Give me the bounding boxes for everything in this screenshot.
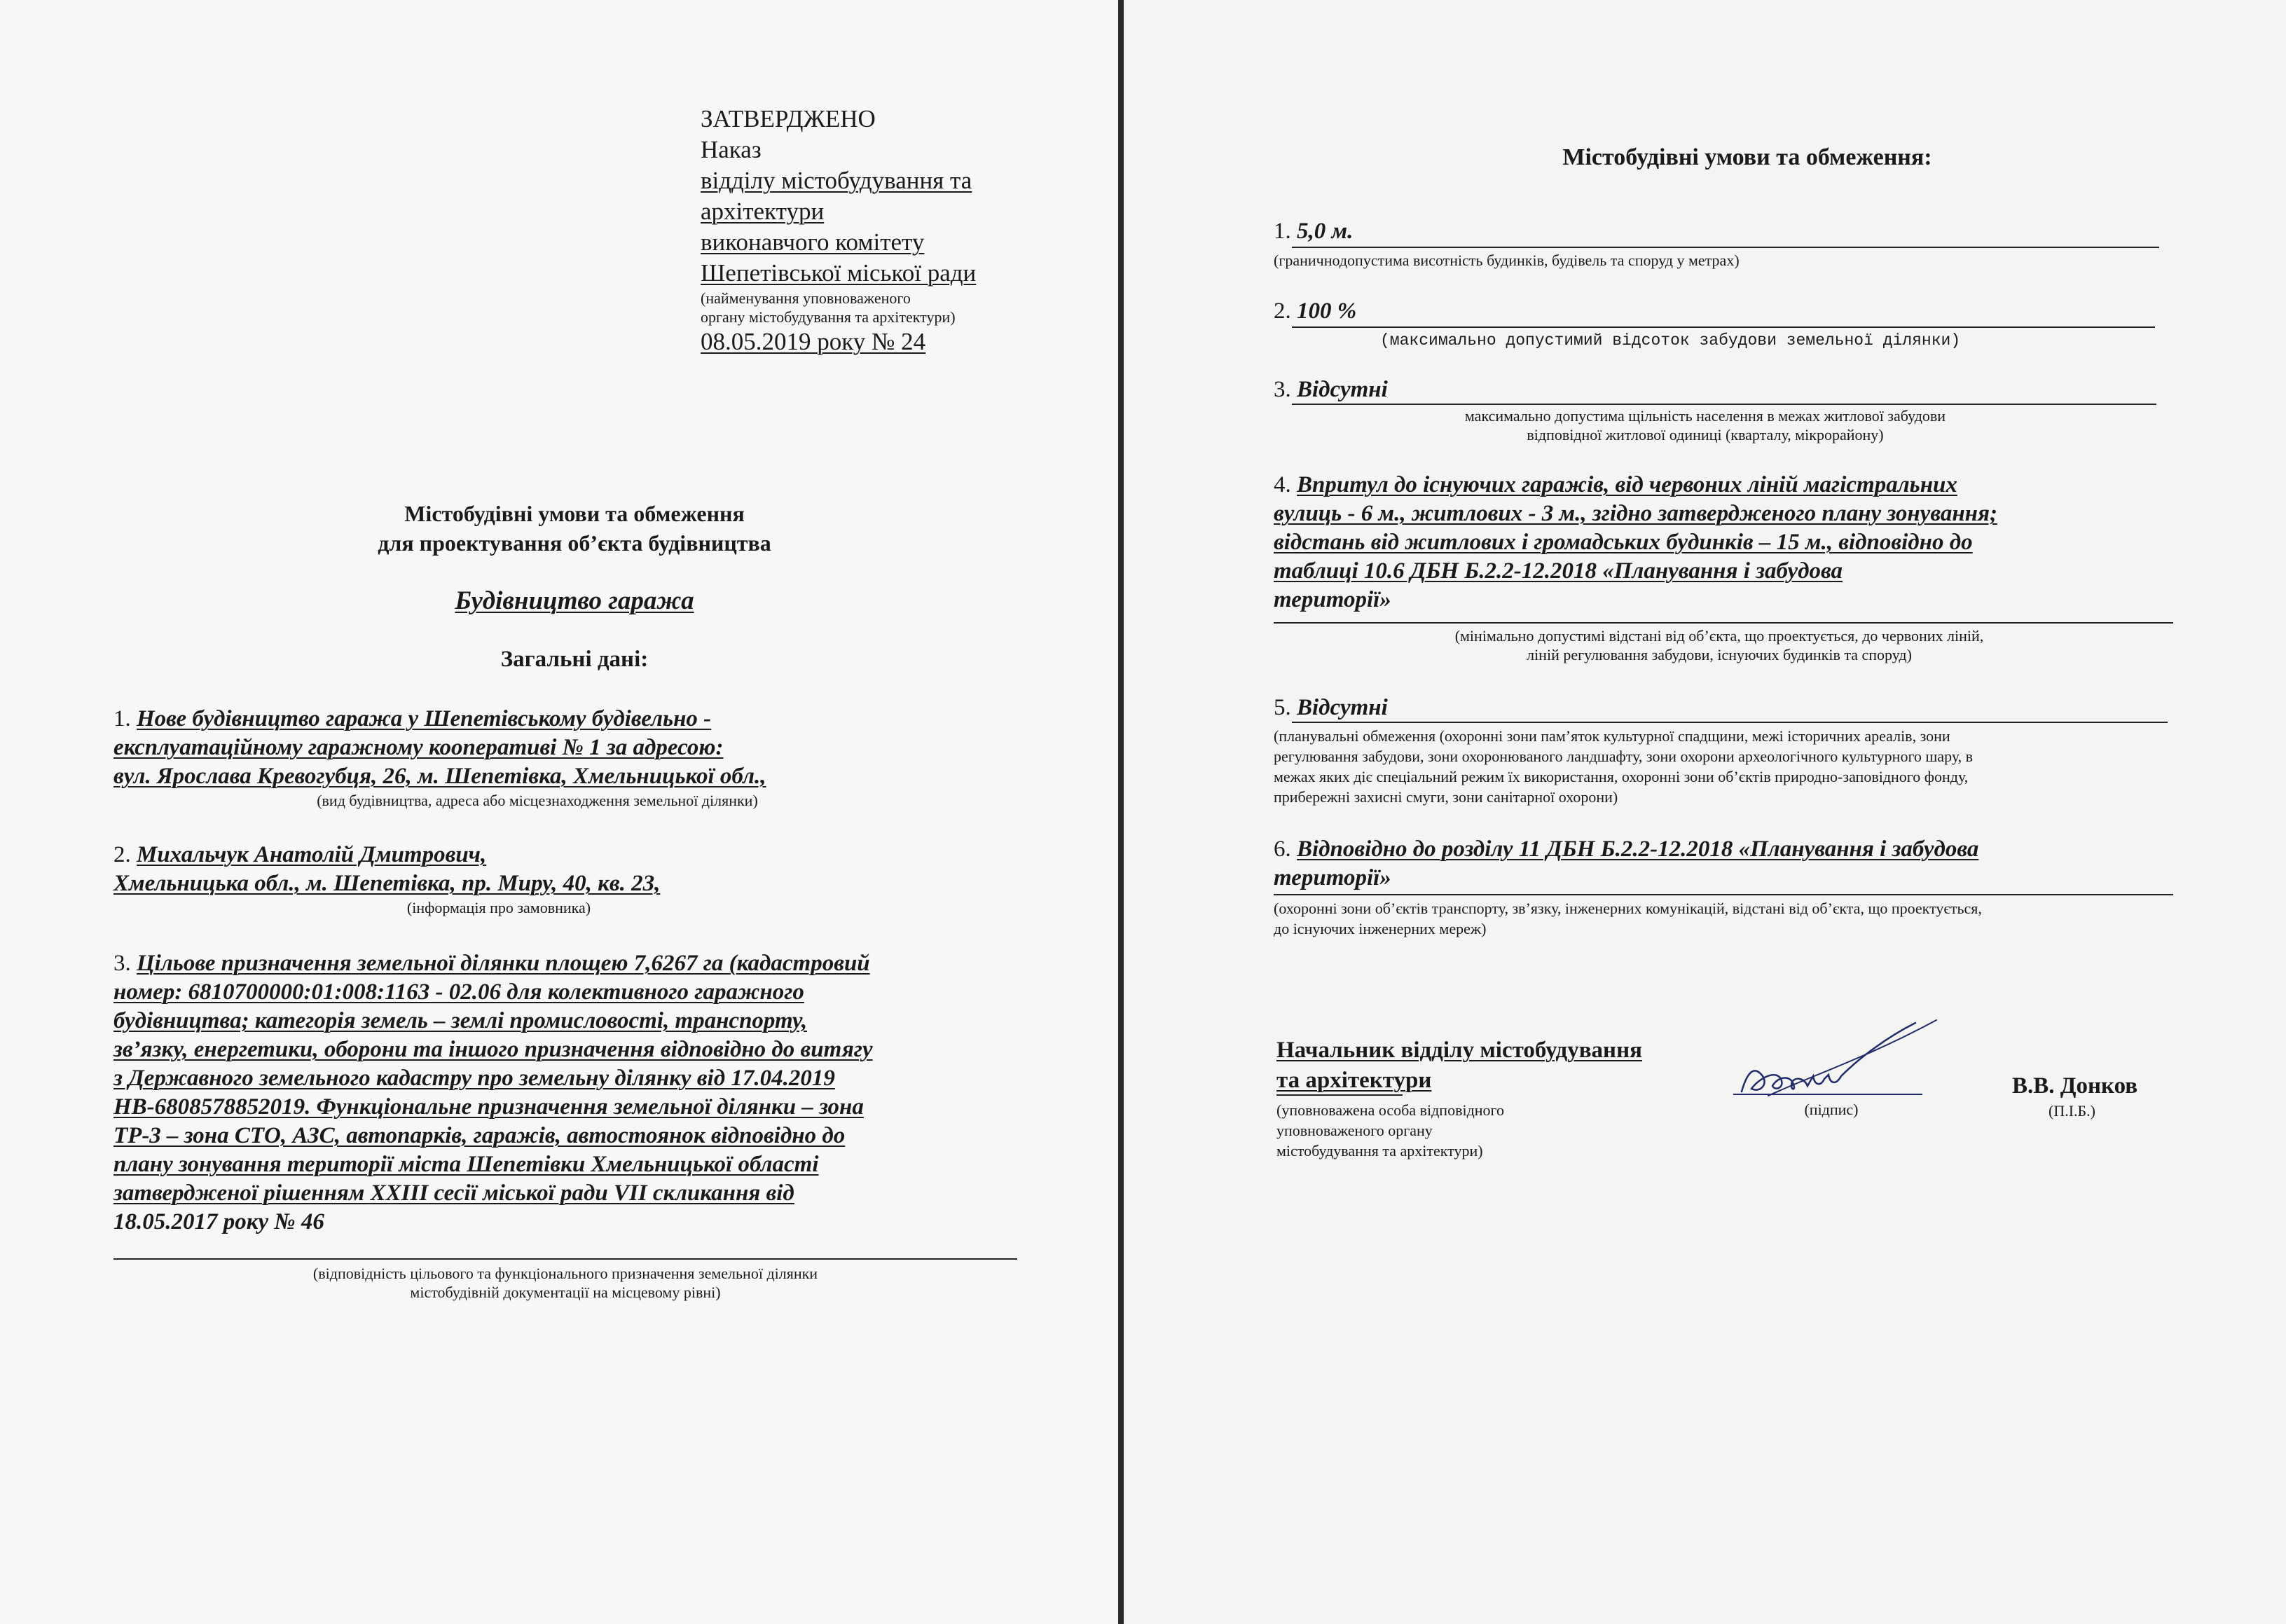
item1-caption: (вид будівництва, адреса або місцезнаходження земельної ділянки)	[317, 792, 758, 809]
c2-rule	[1292, 326, 2155, 328]
item3-line: з Державного земельного кадастру про земельну ділянку від 17.04.2019	[113, 1066, 835, 1091]
c1-rule	[1292, 247, 2159, 248]
page-right	[1124, 0, 2286, 1624]
c5-caption	[1274, 726, 2177, 807]
c5-value: Відсутні	[1297, 695, 1388, 720]
c6-caption-line2: до існуючих інженерних мереж)	[1274, 920, 1487, 937]
c2-number: 2.	[1274, 298, 1297, 324]
c4-number: 4.	[1274, 472, 1297, 497]
signatory-note-line3: містобудування та архітектури)	[1276, 1142, 1483, 1159]
approval-dept-line1: відділу містобудування та	[701, 167, 972, 194]
conditions-heading: Містобудівні умови та обмеження:	[1562, 144, 1932, 170]
item1-line3: вул. Ярослава Кревогубця, 26, м. Шепетівка, Хмельницької обл.,	[113, 764, 766, 789]
c2-value: 100 %	[1297, 298, 1357, 324]
item3-number: 3.	[113, 951, 137, 976]
doc-title-line1: Містобудівні умови та обмеження	[404, 501, 745, 526]
c6-rule	[1274, 894, 2173, 895]
signatory-name-caption: (П.І.Б.)	[2049, 1102, 2095, 1120]
c4-caption-line1: (мінімально допустимі відстані від об’єкта, що проектується, до червоних ліній,	[1454, 627, 1984, 645]
item2-caption: (інформація про замовника)	[406, 899, 591, 916]
general-item-3	[113, 949, 1024, 1237]
c3-caption-line1: максимально допустима щільність населення в межах житлової забудови	[1464, 407, 1946, 425]
object-name-wrap	[210, 586, 939, 616]
general-item-1	[113, 705, 1038, 810]
approval-block	[701, 104, 1037, 357]
doc-title	[210, 499, 939, 558]
item3-line: зв’язку, енергетики, оборони та іншого призначення відповідно до витягу	[113, 1037, 873, 1062]
signatory-name: В.В. Донков	[2012, 1073, 2138, 1099]
doc-title-line2: для проектування об’єкта будівництва	[378, 530, 771, 556]
item2-line1: Михальчук Анатолій Дмитрович,	[137, 842, 487, 867]
general-heading: Загальні дані:	[500, 647, 649, 672]
c5-caption-line: регулювання забудови, зони охоронюваного ландшафту, зони охорони археологічного культурного шару, в	[1274, 748, 1974, 765]
c1-number: 1.	[1274, 219, 1297, 244]
c6-caption-line1: (охоронні зони об’єктів транспорту, зв’язку, інженерних комунікацій, відстані від об’єкта, що проектується,	[1274, 900, 1982, 917]
c2-caption: (максимально допустимий відсоток забудови земельної ділянки)	[1380, 331, 1961, 350]
c6-number: 6.	[1274, 837, 1297, 862]
signatory-note-line2: уповноваженого органу	[1276, 1122, 1433, 1139]
c5-caption-line: прибережні захисні смуги, зони санітарної охорони)	[1274, 788, 1618, 806]
signatory-title-line2: та архітектури	[1276, 1068, 1432, 1093]
c3-rule	[1292, 404, 2156, 405]
c4-rule	[1274, 622, 2173, 624]
signatory-title	[1276, 1035, 1642, 1096]
item1-line2: експлуатаційному гаражному кооперативі № 1 за адресою:	[113, 735, 724, 760]
general-item-2	[113, 841, 1038, 917]
c3-caption	[1334, 406, 2077, 444]
item1-number: 1.	[113, 706, 137, 731]
item3-caption	[113, 1264, 1017, 1302]
condition-1	[1274, 217, 1353, 246]
object-name: Будівництво гаража	[455, 586, 694, 615]
c3-number: 3.	[1274, 377, 1297, 402]
signature-caption: (підпис)	[1804, 1101, 1859, 1118]
condition-6	[1274, 835, 2173, 893]
item3-rule	[113, 1258, 1017, 1260]
page-left	[0, 0, 1118, 1624]
c5-caption-line: межах яких діє спеціальний режим їх використання, охоронні зони об’єктів природно-заповідного фонду,	[1274, 768, 1969, 785]
item3-line: будівництва; категорія земель – землі промисловості, транспорту,	[113, 1008, 808, 1033]
signatory-note	[1276, 1100, 1504, 1161]
condition-5	[1274, 694, 1388, 722]
c1-value: 5,0 м.	[1297, 219, 1354, 244]
item2-line2: Хмельницька обл., м. Шепетівка, пр. Миру, 40, кв. 23,	[113, 871, 661, 896]
item3-line: НВ-6808578852019. Функціональне призначення земельної ділянки – зона	[113, 1094, 864, 1120]
c4-line: відстань від житлових і громадських будинків – 15 м., відповідно до	[1274, 530, 1973, 555]
c6-caption	[1274, 898, 2184, 939]
approval-dept-line3: виконавчого комітету	[701, 228, 925, 256]
signature-image	[1726, 1009, 1964, 1107]
c4-line: вулиць - 6 м., житлових - 3 м., згідно затвердженого плану зонування;	[1274, 501, 1997, 526]
c5-number: 5.	[1274, 695, 1297, 720]
c1-caption: (граничнодопустима висотність будинків, будівель та споруд у метрах)	[1274, 252, 1740, 269]
condition-4	[1274, 471, 2173, 614]
c4-line: таблиці 10.6 ДБН Б.2.2-12.2018 «Планування і забудова	[1274, 558, 1843, 584]
item3-line: плану зонування території міста Шепетівки Хмельницької області	[113, 1152, 819, 1177]
c5-caption-line: (планувальні обмеження (охоронні зони пам’яток культурної спадщини, межі історичних ареалів, зони	[1274, 727, 1950, 745]
c6-line2: території»	[1274, 865, 1391, 890]
c4-caption-line2: ліній регулювання забудови, існуючих будинків та споруд)	[1527, 646, 1912, 663]
item2-number: 2.	[113, 842, 137, 867]
signatory-note-line1: (уповноважена особа відповідного	[1276, 1101, 1505, 1119]
condition-2	[1274, 297, 1356, 326]
approval-dept-line2: архітектури	[701, 198, 825, 225]
item3-line: 18.05.2017 року № 46	[113, 1209, 324, 1234]
approval-dept-line4: Шепетівської міської ради	[701, 259, 977, 287]
c4-line: Впритул до існуючих гаражів, від червоних ліній магістральних	[1297, 472, 1957, 497]
c5-rule	[1292, 722, 2168, 723]
item3-line: номер: 6810700000:01:008:1163 - 02.06 для колективного гаражного	[113, 979, 804, 1005]
c3-caption-line2: відповідної житлової одиниці (кварталу, мікрорайону)	[1527, 426, 1884, 443]
item3-caption-line2: містобудівній документації на місцевому рівні)	[410, 1284, 721, 1301]
signatory-title-line1: Начальник відділу містобудування	[1276, 1038, 1642, 1063]
item3-line: Цільове призначення земельної ділянки площею 7,6267 га (кадастровий	[137, 951, 870, 976]
approval-date-number: 08.05.2019 року № 24	[701, 328, 926, 355]
approval-order: Наказ	[701, 136, 762, 163]
signatory-title-rule	[1276, 1094, 1403, 1096]
approval-note-line1: (найменування уповноваженого	[701, 289, 911, 307]
c4-line: території»	[1274, 587, 1391, 612]
approval-title: ЗАТВЕРДЖЕНО	[701, 105, 876, 132]
c6-line1: Відповідно до розділу 11 ДБН Б.2.2-12.2018 «Планування і забудова	[1297, 837, 1979, 862]
item1-line1: Нове будівництво гаража у Шепетівському будівельно -	[137, 706, 712, 731]
item3-line: затвердженої рішенням XXIII сесії міської ради VII скликання від	[113, 1181, 794, 1206]
item3-line: ТР-3 – зона СТО, АЗС, автопарків, гаражів, автостоянок відповідно до	[113, 1123, 846, 1148]
approval-note-line2: органу містобудування та архітектури)	[701, 308, 956, 326]
c3-value: Відсутні	[1297, 377, 1388, 402]
c4-caption	[1334, 626, 2105, 664]
item3-caption-line1: (відповідність цільового та функціонального призначення земельної ділянки	[312, 1265, 818, 1282]
condition-3	[1274, 376, 1388, 404]
